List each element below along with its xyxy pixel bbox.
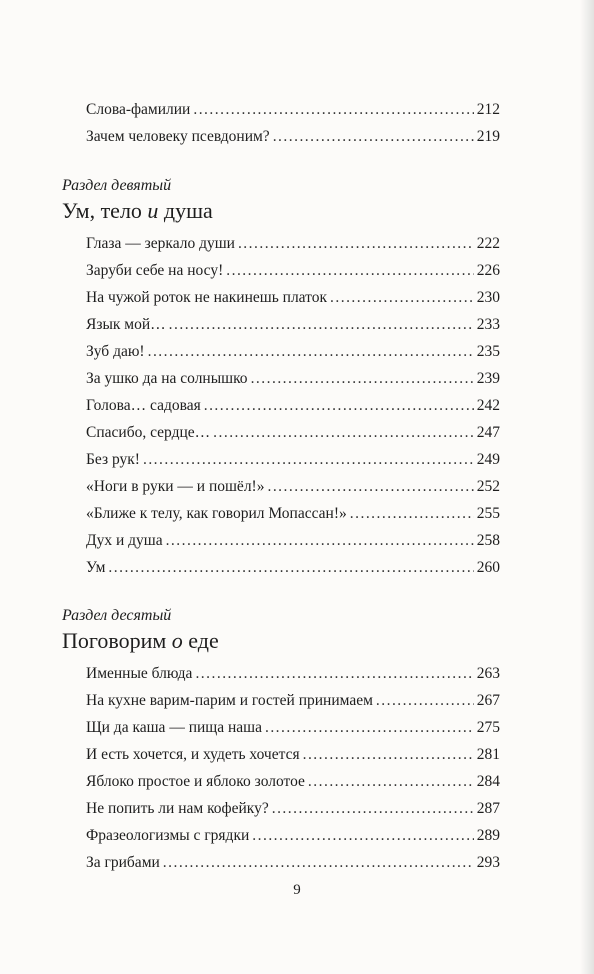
leader-dots [226, 258, 474, 284]
section-label: Раздел десятый [62, 607, 172, 624]
entry-page: 230 [476, 289, 500, 306]
section-label: Раздел девятый [62, 177, 172, 194]
leader-dots [163, 850, 474, 876]
toc-entry[interactable] [86, 796, 500, 822]
entry-page: 252 [476, 478, 500, 495]
toc-entry[interactable] [86, 124, 500, 150]
entry-title: Глаза — зеркало души [86, 235, 235, 252]
toc-entry[interactable] [86, 661, 500, 687]
entry-page: 281 [476, 746, 500, 763]
leader-dots [204, 393, 474, 419]
entry-page: 212 [476, 101, 500, 118]
leader-dots [238, 231, 474, 257]
entry-title: Фразеологизмы с грядки [86, 827, 250, 844]
entry-page: 263 [476, 665, 500, 682]
toc-entry[interactable] [86, 258, 500, 284]
toc-entry[interactable] [86, 769, 500, 795]
entry-title: Щи да каша — пища наша [86, 719, 262, 736]
leader-dots [108, 555, 473, 581]
entry-title: «Ближе к телу, как говорил Мопассан!» [86, 505, 347, 522]
toc-entry[interactable] [86, 501, 500, 527]
toc-entry[interactable] [86, 231, 500, 257]
entry-title: На кухне варим-парим и гостей принимаем [86, 692, 373, 709]
entry-page: 249 [476, 451, 500, 468]
toc-entry[interactable] [86, 339, 500, 365]
entry-page: 226 [476, 262, 500, 279]
leader-dots [166, 528, 474, 554]
entry-title: За грибами [86, 854, 160, 871]
entry-page: 242 [476, 397, 500, 414]
leader-dots [273, 124, 474, 150]
entry-page: 239 [476, 370, 500, 387]
entry-page: 247 [476, 424, 500, 441]
entry-page: 275 [476, 719, 500, 736]
entry-title: «Ноги в руки — и пошёл!» [86, 478, 265, 495]
toc-entry[interactable] [86, 715, 500, 741]
toc-entry[interactable] [86, 688, 500, 714]
leader-dots [265, 715, 474, 741]
toc-entry[interactable] [86, 850, 500, 876]
leader-dots [193, 97, 473, 123]
entry-title: Слова-фамилии [86, 101, 191, 118]
entry-title: Ум [86, 559, 106, 576]
entry-title: Не попить ли нам кофейку? [86, 800, 269, 817]
leader-dots [252, 823, 473, 849]
toc-entry[interactable] [86, 528, 500, 554]
entry-page: 289 [476, 827, 500, 844]
title-part: еде [182, 628, 219, 653]
title-italic-part: и [147, 198, 159, 223]
entry-page: 255 [476, 505, 500, 522]
leader-dots [213, 420, 474, 446]
entry-title: Именные блюда [86, 665, 193, 682]
entry-page: 260 [476, 559, 500, 576]
toc-entry[interactable] [86, 823, 500, 849]
entry-title: Без рук! [86, 451, 140, 468]
toc-entry[interactable] [86, 447, 500, 473]
leader-dots [267, 474, 473, 500]
entry-page: 222 [476, 235, 500, 252]
entry-page: 219 [476, 128, 500, 145]
toc-entry[interactable] [86, 474, 500, 500]
entry-page: 233 [476, 316, 500, 333]
entry-title: Язык мой… [86, 316, 166, 333]
entry-title: Спасибо, сердце… [86, 424, 211, 441]
entry-title: Зуб даю! [86, 343, 145, 360]
leader-dots [350, 501, 474, 527]
leader-dots [308, 769, 474, 795]
entry-title: Голова… садовая [86, 397, 201, 414]
leader-dots [330, 285, 474, 311]
title-part: Ум, тело [62, 198, 148, 223]
entry-page: 287 [476, 800, 500, 817]
entry-title: И есть хочется, и худеть хочется [86, 746, 300, 763]
entry-title: Зачем человеку псевдоним? [86, 128, 270, 145]
leader-dots [272, 796, 474, 822]
toc-entry[interactable] [86, 366, 500, 392]
title-italic-part: о [171, 628, 183, 653]
leader-dots [195, 661, 473, 687]
entry-page: 267 [476, 692, 500, 709]
toc-entry[interactable] [86, 312, 500, 338]
entry-page: 235 [476, 343, 500, 360]
entry-page: 258 [476, 532, 500, 549]
entry-title: Заруби себе на носу! [86, 262, 224, 279]
leader-dots [376, 688, 474, 714]
section-title [62, 197, 213, 225]
section-title [62, 627, 219, 655]
page-number: 9 [293, 882, 301, 898]
leader-dots [148, 339, 474, 365]
leader-dots [303, 742, 474, 768]
toc-entry[interactable] [86, 285, 500, 311]
toc-entry[interactable] [86, 97, 500, 123]
toc-entry[interactable] [86, 420, 500, 446]
title-part: Поговорим [62, 628, 172, 653]
leader-dots [169, 312, 474, 338]
entry-title: Яблоко простое и яблоко золотое [86, 773, 305, 790]
entry-page: 284 [476, 773, 500, 790]
leader-dots [143, 447, 474, 473]
entry-title: За ушко да на солнышко [86, 370, 248, 387]
toc-entry[interactable] [86, 555, 500, 581]
entry-page: 293 [476, 854, 500, 871]
title-part: душа [158, 198, 213, 223]
page-edge-shadow [580, 0, 594, 974]
toc-entry[interactable] [86, 393, 500, 419]
entry-title: На чужой роток не накинешь платок [86, 289, 328, 306]
toc-entry[interactable] [86, 742, 500, 768]
entry-title: Дух и душа [86, 532, 163, 549]
leader-dots [251, 366, 474, 392]
